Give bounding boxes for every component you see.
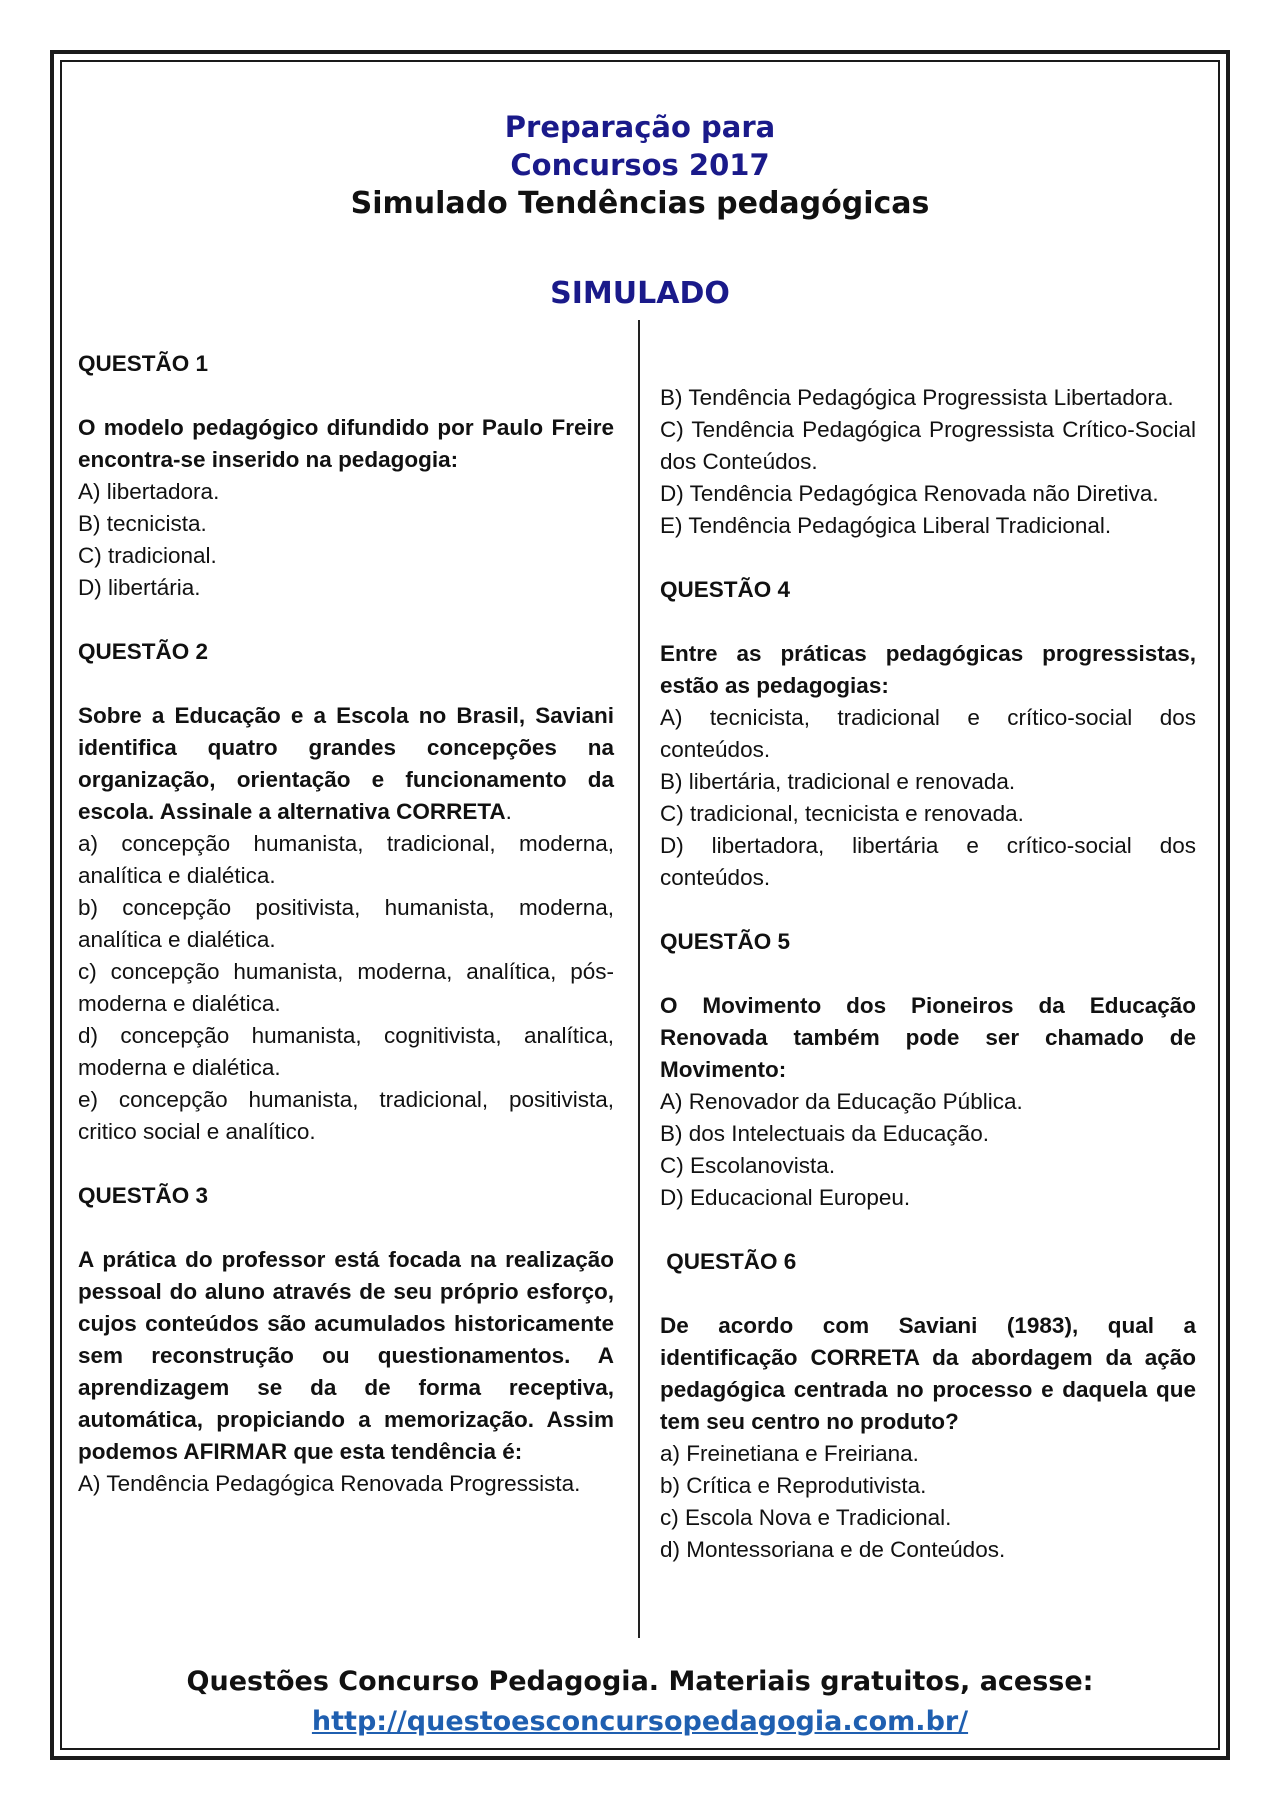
- question-5-title: QUESTÃO 5: [660, 929, 791, 954]
- question-2-option-c: c) concepção humanista, moderna, analítica, pós- moderna e dialética.: [78, 959, 614, 1016]
- question-6-option-d: d) Montessoriana e de Conteúdos.: [660, 1537, 1006, 1562]
- question-6-stem: De acordo com Saviani (1983), qual a identificação CORRETA da abordagem da ação pedagógica centrada no processo e daquela que tem seu centro no produto?: [660, 1313, 1196, 1434]
- question-2-stem-wrap: [78, 700, 614, 828]
- question-4-option-c: C) tradicional, tecnicista e renovada.: [660, 801, 1024, 826]
- question-4-option-b: B) libertária, tradicional e renovada.: [660, 769, 1016, 794]
- question-2-option-d: d) concepção humanista, cognitivista, analítica, moderna e dialética.: [78, 1023, 614, 1080]
- question-6-title: QUESTÃO 6: [660, 1249, 797, 1274]
- question-1-option-d: D) libertária.: [78, 575, 201, 600]
- question-3-option-e: E) Tendência Pedagógica Liberal Tradicional.: [660, 513, 1112, 538]
- question-2-option-e: e) concepção humanista, tradicional, positivista, critico social e analítico.: [78, 1087, 614, 1144]
- header-line-2: Concursos 2017: [510, 148, 770, 182]
- question-1-option-a: A) libertadora.: [78, 479, 220, 504]
- question-2-title: QUESTÃO 2: [78, 639, 209, 664]
- footer-text: Questões Concurso Pedagogia. Materiais gratuitos, acesse:: [186, 1666, 1094, 1697]
- document-header: [60, 108, 1220, 224]
- question-6-option-c: c) Escola Nova e Tradicional.: [660, 1505, 952, 1530]
- question-2-stem-end: .: [505, 799, 512, 824]
- header-line-1: Preparação para: [504, 110, 776, 144]
- question-4-option-d: D) libertadora, libertária e crítico-social dos conteúdos.: [660, 833, 1196, 890]
- question-3-option-c: C) Tendência Pedagógica Progressista Crítico-Social dos Conteúdos.: [660, 417, 1196, 474]
- question-5-option-b: B) dos Intelectuais da Educação.: [660, 1121, 989, 1146]
- question-3-option-b: B) Tendência Pedagógica Progressista Libertadora.: [660, 385, 1174, 410]
- question-2-stem: Sobre a Educação e a Escola no Brasil, Saviani identifica quatro grandes concepções na organização, orientação e funcionamento da escola. Assinale a alternativa CORRETA: [78, 703, 614, 824]
- question-3-title: QUESTÃO 3: [78, 1183, 209, 1208]
- question-5-stem: O Movimento dos Pioneiros da Educação Renovada também pode ser chamado de Movimento:: [660, 993, 1196, 1082]
- question-2-option-a: a) concepção humanista, tradicional, moderna, analítica e dialética.: [78, 831, 614, 888]
- question-5-option-c: C) Escolanovista.: [660, 1153, 836, 1178]
- question-2-option-b: b) concepção positivista, humanista, moderna, analítica e dialética.: [78, 895, 614, 952]
- question-1-title: QUESTÃO 1: [78, 351, 209, 376]
- section-title: SIMULADO: [550, 276, 730, 311]
- document-title: Simulado Tendências pedagógicas: [350, 186, 930, 221]
- question-6-option-b: b) Crítica e Reprodutivista.: [660, 1473, 927, 1498]
- column-divider: [638, 320, 640, 1638]
- question-4-option-a: A) tecnicista, tradicional e crítico-social dos conteúdos.: [660, 705, 1196, 762]
- left-column: [78, 348, 614, 1500]
- question-3-option-d: D) Tendência Pedagógica Renovada não Diretiva.: [660, 481, 1159, 506]
- footer-link[interactable]: http://questoesconcursopedagogia.com.br/: [311, 1706, 969, 1737]
- question-3-stem: A prática do professor está focada na realização pessoal do aluno através de seu próprio esforço, cujos conteúdos são acumulados historicamente sem reconstrução ou questionamentos. A aprendizagem se da de forma receptiva, automática, propiciando a memorização. Assim podemos AFIRMAR que esta tendência é:: [78, 1247, 614, 1464]
- question-4-title: QUESTÃO 4: [660, 577, 791, 602]
- question-1-option-c: C) tradicional.: [78, 543, 217, 568]
- question-1-option-b: B) tecnicista.: [78, 511, 207, 536]
- question-1-stem: O modelo pedagógico difundido por Paulo Freire encontra-se inserido na pedagogia:: [78, 415, 614, 472]
- question-6-option-a: a) Freinetiana e Freiriana.: [660, 1441, 919, 1466]
- question-5-option-d: D) Educacional Europeu.: [660, 1185, 911, 1210]
- question-4-stem: Entre as práticas pedagógicas progressistas, estão as pedagogias:: [660, 641, 1196, 698]
- document-footer: [60, 1662, 1220, 1742]
- question-5-option-a: A) Renovador da Educação Pública.: [660, 1089, 1023, 1114]
- right-column: [660, 382, 1196, 1566]
- question-3-option-a: A) Tendência Pedagógica Renovada Progressista.: [78, 1471, 581, 1496]
